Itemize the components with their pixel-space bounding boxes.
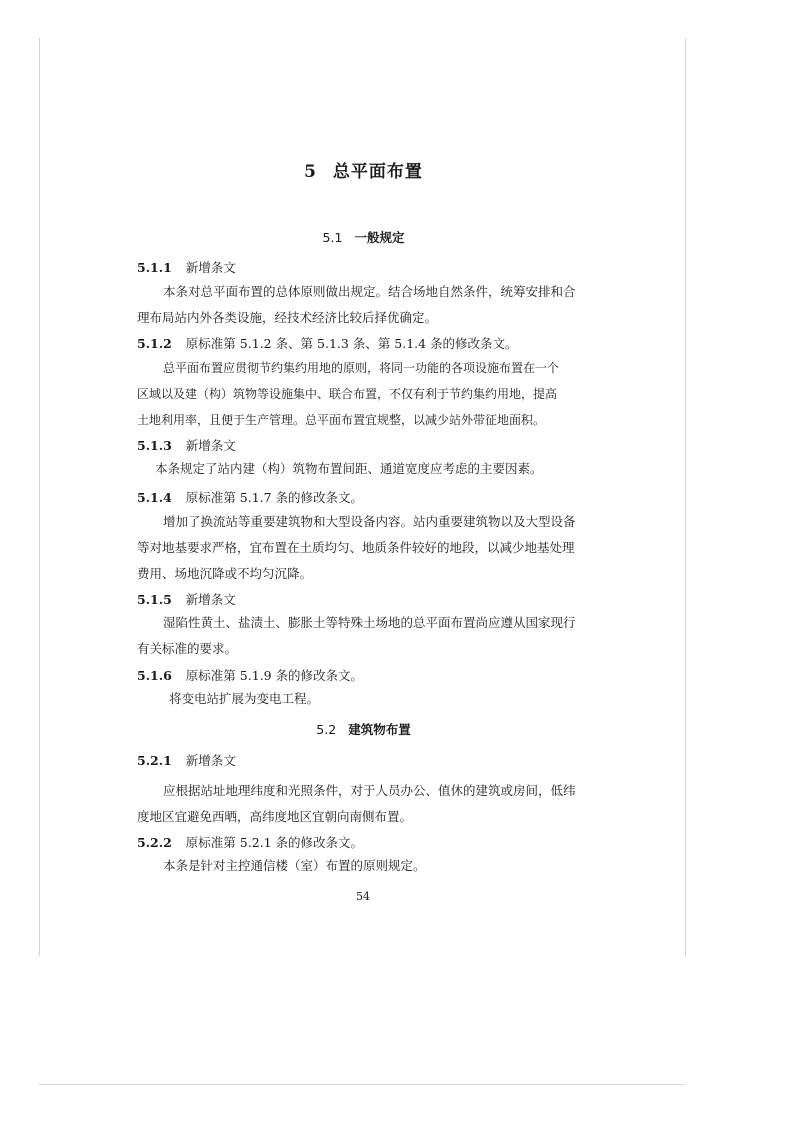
clause-5-1-6 [137, 666, 363, 684]
clause-title: 新增条文 [185, 592, 236, 607]
clause-number: 5.1.2 [137, 336, 172, 351]
bottom-rule [39, 1084, 685, 1085]
section-title-text: 一般规定 [354, 230, 405, 245]
chapter-number: 5 [304, 162, 317, 182]
chapter-title-text: 总平面布置 [332, 162, 423, 182]
clause-5-2-1-body [137, 778, 590, 830]
chapter-title [137, 157, 590, 182]
section-title-5-2 [137, 720, 590, 738]
clause-5-1-2 [137, 334, 518, 352]
clause-title: 新增条文 [185, 260, 236, 275]
body-line: 应根据站址地理纬度和光照条件，对于人员办公、值休的建筑或房间，低纬 [163, 783, 576, 798]
left-margin-line [39, 38, 40, 956]
clause-5-1-3 [137, 436, 236, 454]
section-number: 5.2 [316, 722, 337, 737]
clause-title: 原标准第 5.1.7 条的修改条文。 [185, 490, 364, 505]
body-line: 增加了换流站等重要建筑物和大型设备内容。站内重要建筑物以及大型设备 [163, 514, 576, 529]
clause-5-1-2-body [137, 355, 590, 433]
clause-title: 原标准第 5.1.2 条、第 5.1.3 条、第 5.1.4 条的修改条文。 [185, 336, 518, 351]
clause-5-1-1 [137, 258, 236, 276]
body-line: 度地区宜避免西晒，高纬度地区宜朝向南侧布置。 [137, 809, 413, 824]
section-number: 5.1 [322, 230, 343, 245]
clause-5-1-6-body [137, 686, 590, 712]
body-line: 有关标准的要求。 [137, 641, 238, 656]
clause-5-2-2-body [137, 853, 590, 879]
clause-5-1-5-body [137, 610, 590, 662]
body-line: 本条是针对主控通信楼（室）布置的原则规定。 [163, 858, 426, 873]
body-line: 本条对总平面布置的总体原则做出规定。结合场地自然条件，统筹安排和合 [163, 284, 576, 299]
clause-5-1-4-body [137, 509, 590, 587]
body-line: 湿陷性黄土、盐渍土、膨胀土等特殊土场地的总平面布置尚应遵从国家现行 [163, 615, 576, 630]
clause-title: 原标准第 5.2.1 条的修改条文。 [185, 835, 364, 850]
clause-5-1-5 [137, 590, 236, 608]
clause-number: 5.1.4 [137, 490, 172, 505]
body-line: 总平面布置应贯彻节约集约用地的原则，将同一功能的各项设施布置在一个 [163, 361, 560, 375]
clause-number: 5.2.1 [137, 753, 172, 768]
clause-number: 5.1.6 [137, 668, 172, 683]
clause-number: 5.2.2 [137, 835, 172, 850]
body-line: 本条规定了站内建（构）筑物布置间距、通道宽度应考虑的主要因素。 [155, 461, 543, 476]
body-line: 费用、场地沉降或不均匀沉降。 [137, 566, 313, 581]
clause-5-1-3-body [137, 456, 590, 482]
clause-number: 5.1.5 [137, 592, 172, 607]
clause-5-1-4 [137, 488, 363, 506]
clause-5-1-1-body [137, 279, 590, 331]
clause-5-2-2 [137, 833, 363, 851]
clause-5-2-1 [137, 751, 236, 769]
body-line: 土地利用率，且便于生产管理。总平面布置宜规整，以减少站外带征地面积。 [137, 413, 546, 427]
clause-title: 原标准第 5.1.9 条的修改条文。 [185, 668, 364, 683]
body-line: 将变电站扩展为变电工程。 [169, 691, 320, 706]
clause-number: 5.1.3 [137, 438, 172, 453]
section-title-5-1 [137, 228, 590, 246]
clause-title: 新增条文 [185, 753, 236, 768]
clause-number: 5.1.1 [137, 260, 172, 275]
clause-title: 新增条文 [185, 438, 236, 453]
section-title-text: 建筑物布置 [348, 722, 411, 737]
right-margin-line [685, 38, 686, 956]
page-number: 54 [356, 890, 370, 903]
body-line: 理布局站内外各类设施，经技术经济比较后择优确定。 [137, 310, 438, 325]
body-line: 区域以及建（构）筑物等设施集中、联合布置，不仅有利于节约集约用地，提高 [137, 387, 558, 401]
body-line: 等对地基要求严格，宜布置在土质均匀、地质条件较好的地段，以减少地基处理 [137, 540, 575, 555]
